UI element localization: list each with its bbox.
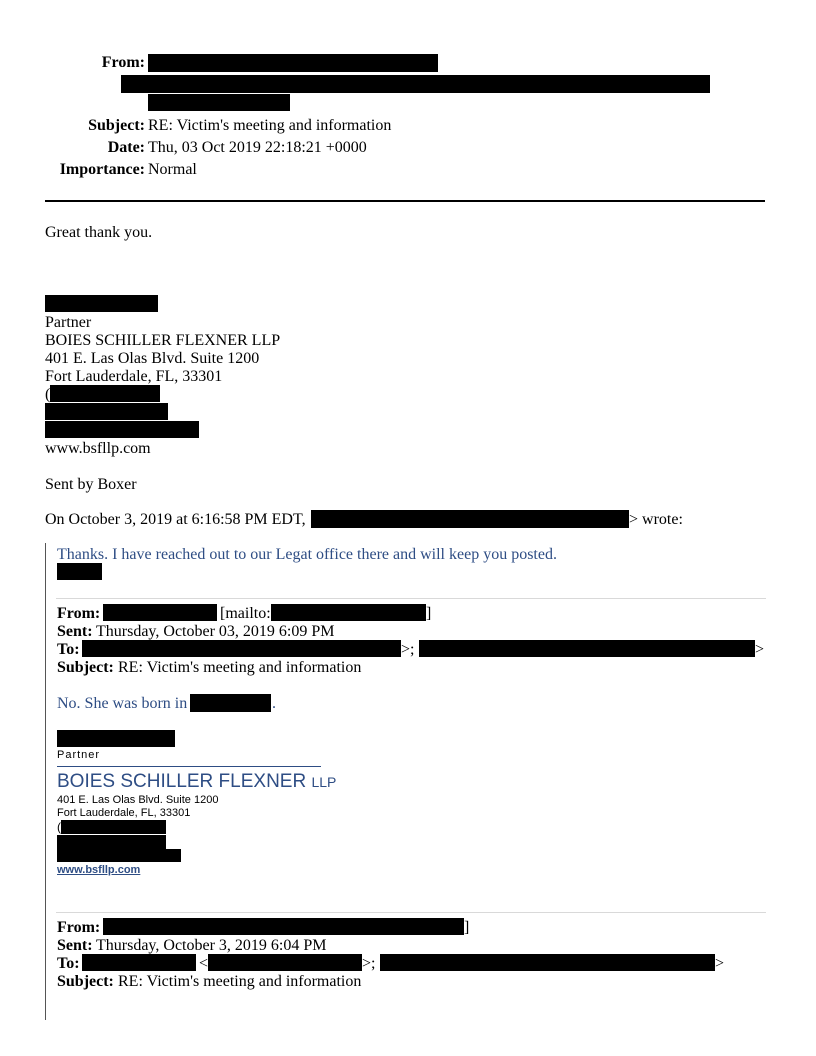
msg2-subject-value: RE: Victim's meeting and information	[118, 659, 362, 676]
importance-label: Importance:	[59, 161, 145, 178]
date-value: Thu, 03 Oct 2019 22:18:21 +0000	[148, 139, 367, 156]
redaction	[148, 94, 290, 111]
msg3-sent-value: Thursday, October 3, 2019 6:04 PM	[96, 937, 327, 954]
msg3-from-close: ]	[464, 919, 470, 936]
signature-website: www.bsfllp.com	[45, 440, 151, 457]
redaction	[82, 640, 401, 657]
redaction	[57, 730, 175, 747]
msg2-sig-phone-prefix: (	[57, 820, 61, 834]
msg2-sent-label: Sent:	[57, 623, 93, 640]
redaction	[419, 640, 755, 657]
redaction	[121, 75, 710, 93]
msg2-to-end: >	[755, 641, 765, 658]
redaction	[45, 421, 199, 438]
quoted-message-1: Thanks. I have reached out to our Legat office there and will keep you posted.	[57, 546, 557, 563]
redaction	[45, 403, 168, 420]
quote-separator	[56, 912, 766, 913]
redaction	[271, 604, 426, 621]
msg3-to-sep: >;	[362, 955, 376, 972]
redaction	[50, 385, 160, 402]
date-label: Date:	[107, 139, 145, 156]
msg2-sig-firm-line	[57, 771, 336, 793]
header-divider	[45, 200, 765, 202]
redaction	[103, 604, 217, 621]
msg3-to-label: To:	[57, 955, 80, 972]
msg2-sig-rule	[57, 766, 321, 767]
signature-phone-prefix: (	[45, 386, 51, 403]
redaction	[61, 820, 166, 834]
msg2-sig-title: Partner	[57, 749, 101, 761]
redaction	[57, 835, 166, 849]
msg2-to-label: To:	[57, 641, 80, 658]
signature-address1: 401 E. Las Olas Blvd. Suite 1200	[45, 350, 260, 367]
msg3-from-label: From:	[57, 919, 101, 936]
msg2-mailto-close: ]	[426, 605, 432, 622]
msg2-sent-value: Thursday, October 03, 2019 6:09 PM	[96, 623, 335, 640]
msg2-subject-label: Subject:	[57, 659, 114, 676]
importance-value: Normal	[148, 161, 197, 178]
msg3-subject-label: Subject:	[57, 973, 114, 990]
msg3-to-open: <	[199, 955, 209, 972]
subject-value: RE: Victim's meeting and information	[148, 117, 392, 134]
sent-by-text: Sent by Boxer	[45, 476, 137, 493]
msg2-from-label: From:	[57, 605, 101, 622]
msg2-body-suffix: .	[272, 695, 276, 712]
signature-title: Partner	[45, 314, 92, 331]
redaction	[57, 563, 102, 580]
subject-label: Subject:	[88, 117, 145, 134]
redaction	[45, 295, 158, 312]
msg2-sig-firm: BOIES SCHILLER FLEXNER	[57, 771, 307, 792]
redaction	[82, 954, 196, 971]
msg2-sig-llp: LLP	[311, 774, 337, 790]
msg2-sig-address1: 401 E. Las Olas Blvd. Suite 1200	[57, 794, 219, 806]
msg3-subject-value: RE: Victim's meeting and information	[118, 973, 362, 990]
msg3-to-end: >	[715, 955, 725, 972]
greeting-text: Great thank you.	[45, 224, 153, 241]
redaction	[148, 54, 438, 72]
redaction	[380, 954, 715, 971]
quote-bar	[45, 543, 46, 1020]
msg2-sig-address2: Fort Lauderdale, FL, 33301	[57, 807, 191, 819]
msg3-sent-label: Sent:	[57, 937, 93, 954]
reply-intro-suffix: > wrote:	[629, 511, 683, 528]
from-label: From:	[101, 54, 145, 71]
msg2-mailto-open: [mailto:	[220, 605, 271, 622]
signature-address2: Fort Lauderdale, FL, 33301	[45, 368, 223, 385]
redaction	[190, 694, 271, 712]
msg2-body-prefix: No. She was born in	[57, 695, 188, 712]
redaction	[57, 849, 181, 862]
redaction	[208, 954, 362, 971]
redaction	[311, 510, 629, 528]
msg2-sig-website-link[interactable]: www.bsfllp.com	[57, 864, 141, 876]
quote-separator	[56, 598, 766, 599]
reply-intro-prefix: On October 3, 2019 at 6:16:58 PM EDT,	[45, 511, 306, 528]
redaction	[103, 918, 464, 935]
msg2-to-sep: >;	[401, 641, 415, 658]
signature-firm: BOIES SCHILLER FLEXNER LLP	[45, 332, 281, 349]
